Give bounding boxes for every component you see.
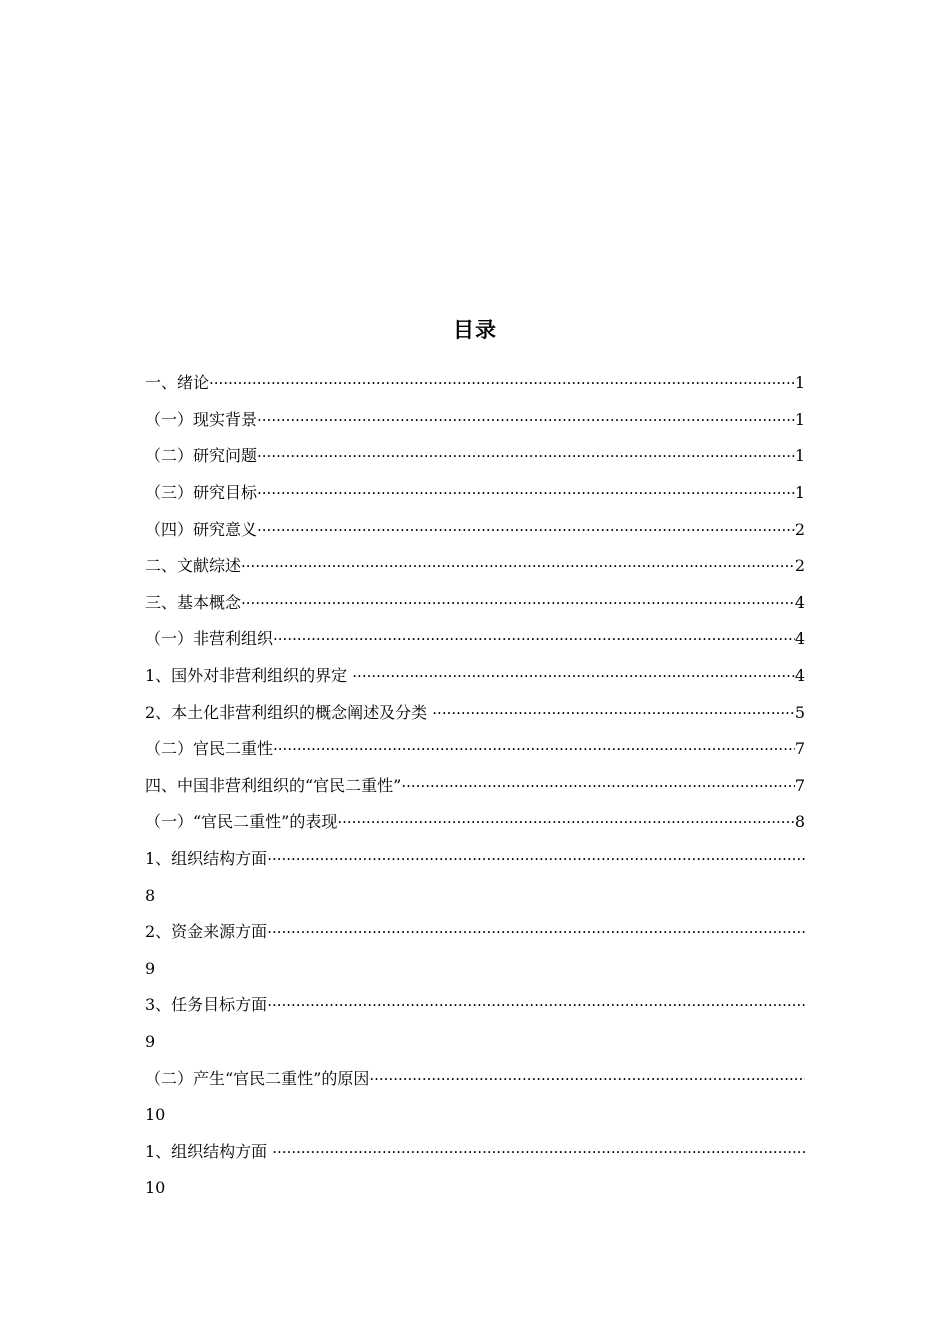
toc-entry-page: 1	[794, 373, 805, 393]
dot-leader	[352, 666, 795, 686]
toc-entry[interactable]	[145, 987, 805, 1024]
toc-entry[interactable]	[145, 694, 805, 731]
toc-entry-label: （三）研究目标	[145, 483, 258, 503]
toc-entry-label: 三、基本概念	[145, 592, 242, 612]
toc-entry-page: 9	[145, 958, 156, 978]
dot-leader	[257, 520, 795, 540]
toc-entry[interactable]	[145, 804, 805, 841]
toc-entry-label: （二）产生“官民二重性”的原因	[145, 1068, 370, 1088]
dot-leader	[337, 812, 794, 832]
toc-entry-label: 二、文献综述	[145, 556, 242, 576]
toc-entry-page: 2	[794, 556, 805, 576]
toc-entry-page: 5	[794, 702, 805, 722]
dot-leader	[267, 849, 805, 869]
dot-leader	[267, 995, 805, 1015]
toc-entry-page-line	[145, 951, 805, 988]
toc-entry-page: 1	[794, 409, 805, 429]
dot-leader	[209, 373, 795, 393]
toc-entry-page: 9	[145, 1031, 156, 1051]
toc-entry[interactable]	[145, 475, 805, 512]
toc-entry-page: 1	[794, 446, 805, 466]
dot-leader	[369, 1069, 805, 1089]
dot-leader	[401, 776, 794, 796]
dot-leader	[272, 1142, 805, 1162]
toc-entry[interactable]	[145, 1133, 805, 1170]
toc-entry-label: 2、本土化非营利组织的概念阐述及分类	[145, 702, 433, 722]
toc-entry-page: 2	[794, 519, 805, 539]
toc-entry-page: 4	[794, 629, 805, 649]
dot-leader	[432, 703, 795, 723]
toc-entry[interactable]	[145, 621, 805, 658]
toc-entry-page: 7	[794, 739, 805, 759]
toc-entry[interactable]	[145, 511, 805, 548]
toc-entry-page: 4	[794, 592, 805, 612]
toc-entry-page-line	[145, 1097, 805, 1134]
toc-title: 目录	[453, 318, 497, 342]
toc-entry[interactable]	[145, 914, 805, 951]
dot-leader	[257, 410, 795, 430]
toc-entry-label: （一）“官民二重性”的表现	[145, 812, 338, 832]
table-of-contents	[145, 365, 805, 1207]
toc-entry-label: 2、资金来源方面	[145, 922, 268, 942]
toc-entry[interactable]	[145, 365, 805, 402]
dot-leader	[257, 483, 795, 503]
dot-leader	[273, 629, 795, 649]
toc-entry[interactable]	[145, 548, 805, 585]
toc-entry-label: 1、组织结构方面	[145, 1141, 273, 1161]
toc-entry-page: 8	[145, 885, 156, 905]
toc-entry[interactable]	[145, 585, 805, 622]
dot-leader	[241, 556, 795, 576]
toc-entry-page-line	[145, 1024, 805, 1061]
toc-entry-label: （四）研究意义	[145, 519, 258, 539]
toc-entry-page: 1	[794, 483, 805, 503]
toc-entry[interactable]	[145, 402, 805, 439]
toc-entry[interactable]	[145, 658, 805, 695]
dot-leader	[273, 739, 795, 759]
toc-entry-label: 1、组织结构方面	[145, 849, 268, 869]
toc-entry-label: （一）现实背景	[145, 409, 258, 429]
toc-entry-label: （二）研究问题	[145, 446, 258, 466]
dot-leader	[267, 922, 805, 942]
toc-entry-label: （一）非营利组织	[145, 629, 274, 649]
toc-entry-page: 10	[145, 1105, 166, 1125]
toc-entry-label: 一、绪论	[145, 373, 210, 393]
toc-entry[interactable]	[145, 1060, 805, 1097]
toc-entry-page: 8	[794, 812, 805, 832]
dot-leader	[257, 446, 795, 466]
toc-entry[interactable]	[145, 841, 805, 878]
toc-entry-label: 四、中国非营利组织的“官民二重性”	[145, 775, 402, 795]
toc-entry-label: 3、任务目标方面	[145, 995, 268, 1015]
toc-entry-page-line	[145, 877, 805, 914]
toc-entry-label: （二）官民二重性	[145, 739, 274, 759]
toc-entry[interactable]	[145, 438, 805, 475]
dot-leader	[241, 593, 795, 613]
toc-entry-page-line	[145, 1170, 805, 1207]
toc-entry-page: 10	[145, 1178, 166, 1198]
toc-entry-label: 1、国外对非营利组织的界定	[145, 666, 353, 686]
toc-entry[interactable]	[145, 731, 805, 768]
toc-entry-page: 4	[794, 666, 805, 686]
toc-entry-page: 7	[794, 775, 805, 795]
toc-entry[interactable]	[145, 768, 805, 805]
